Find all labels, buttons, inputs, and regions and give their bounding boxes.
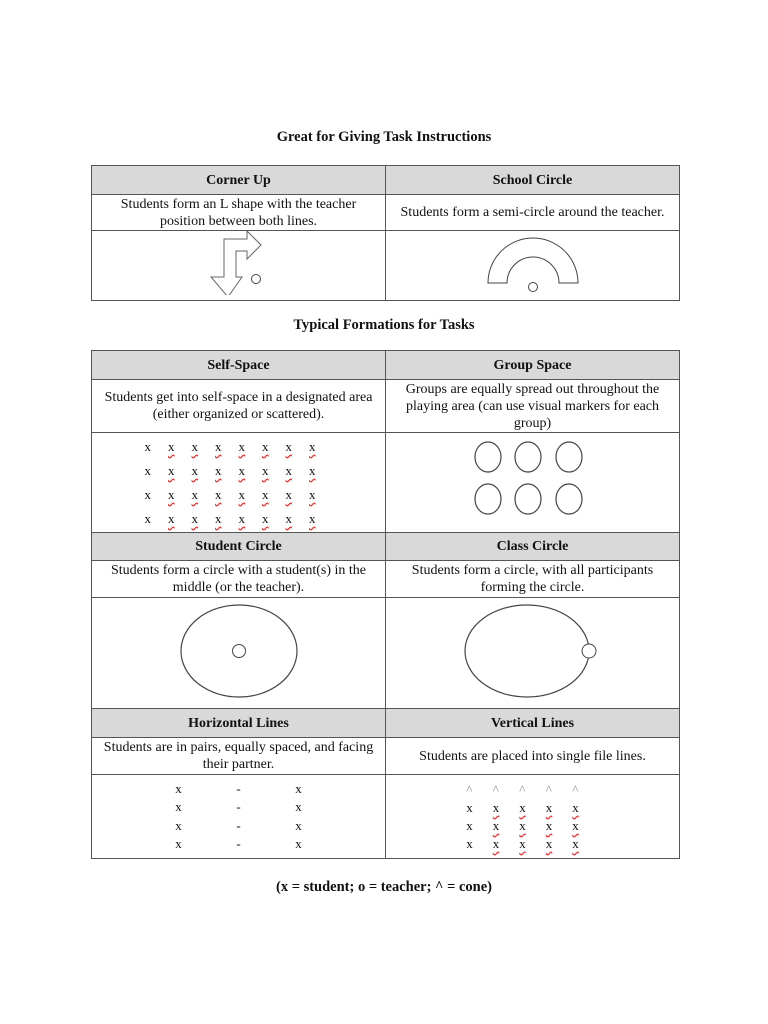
horizontal-line-marker: x	[175, 799, 182, 814]
semi-circle-icon	[483, 231, 583, 295]
self-space-marker: x	[285, 486, 292, 502]
desc-horizontal-lines: Students are in pairs, equally spaced, and facing their partner.	[92, 738, 386, 775]
section-title-task-instructions: Great for Giving Task Instructions	[276, 129, 492, 145]
task-instructions-table	[91, 165, 680, 301]
vertical-line-marker: x	[572, 817, 579, 833]
horizontal-line-row	[149, 835, 329, 854]
horizontal-line-marker: x	[295, 799, 302, 814]
vertical-line-marker: x	[572, 835, 579, 851]
diagram-group-space	[386, 433, 680, 533]
self-space-marker: x	[238, 510, 245, 526]
circle-with-center-icon	[177, 601, 301, 701]
self-space-marker: x	[168, 438, 175, 454]
self-space-row	[145, 459, 333, 483]
diagram-student-circle	[92, 598, 386, 709]
header-vertical-lines: Vertical Lines	[386, 709, 680, 738]
horizontal-lines-grid	[149, 780, 329, 854]
vertical-line-marker: x	[492, 799, 500, 815]
diagram-vertical-lines	[386, 775, 680, 859]
self-space-marker: x	[144, 462, 151, 478]
self-space-marker: x	[215, 438, 222, 454]
diagram-school-circle	[386, 231, 680, 301]
self-space-marker: x	[309, 462, 316, 478]
self-space-marker: x	[285, 462, 292, 478]
self-space-grid	[145, 435, 333, 531]
vertical-line-row	[466, 799, 599, 817]
self-space-marker: x	[309, 486, 316, 502]
horizontal-line-marker: -	[236, 780, 241, 796]
formations-table	[91, 350, 680, 859]
self-space-marker: x	[191, 462, 198, 478]
vertical-line-marker: x	[492, 835, 500, 851]
header-self-space: Self-Space	[92, 351, 386, 380]
vertical-line-marker: x	[572, 799, 579, 815]
horizontal-line-marker: x	[295, 817, 302, 833]
self-space-row	[145, 483, 333, 507]
header-horizontal-lines: Horizontal Lines	[92, 709, 386, 738]
self-space-marker: x	[285, 438, 292, 454]
header-class-circle: Class Circle	[386, 533, 680, 561]
self-space-marker: x	[191, 438, 198, 454]
vertical-line-marker: x	[545, 835, 553, 851]
header-corner-up: Corner Up	[92, 166, 386, 195]
diagram-class-circle	[386, 598, 680, 709]
vertical-line-row	[466, 817, 599, 835]
self-space-marker: x	[215, 510, 222, 526]
vertical-line-marker: x	[545, 799, 553, 815]
self-space-marker: x	[215, 486, 222, 502]
cone-marker: ^	[492, 781, 499, 797]
self-space-marker: x	[309, 510, 316, 526]
desc-student-circle: Students form a circle with a student(s) in the middle (or the teacher).	[92, 561, 386, 598]
self-space-marker: x	[238, 486, 245, 502]
vertical-line-marker: x	[519, 799, 526, 815]
self-space-marker: x	[262, 462, 269, 478]
self-space-marker: x	[262, 486, 269, 502]
vertical-line-marker: x	[519, 817, 526, 833]
vertical-line-marker: x	[466, 817, 473, 833]
self-space-marker: x	[168, 462, 175, 478]
horizontal-line-marker: x	[175, 836, 182, 851]
self-space-marker: x	[215, 462, 222, 478]
horizontal-line-marker: x	[295, 836, 302, 851]
self-space-marker: x	[168, 486, 175, 502]
cone-marker: ^	[572, 781, 579, 797]
horizontal-line-marker: x	[175, 817, 182, 833]
desc-self-space: Students get into self-space in a designated area (either organized or scattered).	[92, 380, 386, 433]
section-title-typical-formations: Typical Formations for Tasks	[293, 317, 475, 333]
horizontal-line-row	[149, 798, 329, 817]
vertical-line-marker: x	[519, 835, 526, 851]
header-group-space: Group Space	[386, 351, 680, 380]
self-space-marker: x	[238, 462, 245, 478]
horizontal-line-marker: -	[236, 836, 241, 851]
header-student-circle: Student Circle	[92, 533, 386, 561]
header-school-circle: School Circle	[386, 166, 680, 195]
legend: (x = student; o = teacher; ^ = cone)	[275, 879, 493, 895]
cone-marker: ^	[545, 781, 552, 797]
horizontal-line-row	[149, 817, 329, 836]
horizontal-line-marker: x	[175, 780, 182, 796]
diagram-corner-up	[92, 231, 386, 301]
cone-marker: ^	[519, 781, 526, 797]
self-space-marker: x	[191, 510, 198, 526]
vertical-line-marker: x	[466, 799, 473, 815]
desc-group-space: Groups are equally spread out throughout the playing area (can use visual markers for each group)	[386, 380, 680, 433]
self-space-marker: x	[168, 510, 175, 526]
vertical-line-marker: x	[466, 835, 473, 851]
self-space-row	[145, 507, 333, 531]
diagram-horizontal-lines	[92, 775, 386, 859]
desc-vertical-lines: Students are placed into single file lines.	[386, 738, 680, 775]
desc-class-circle: Students form a circle, with all participants forming the circle.	[386, 561, 680, 598]
self-space-marker: x	[262, 510, 269, 526]
l-shape-arrow-icon	[199, 231, 279, 295]
self-space-marker: x	[285, 510, 292, 526]
horizontal-line-marker: x	[295, 780, 302, 796]
self-space-row	[145, 435, 333, 459]
horizontal-line-marker: -	[236, 817, 241, 833]
desc-corner-up: Students form an L shape with the teacher position between both lines.	[92, 195, 386, 231]
self-space-marker: x	[144, 486, 151, 502]
self-space-marker: x	[238, 438, 245, 454]
group-circles-icon	[473, 435, 593, 525]
self-space-marker: x	[309, 438, 316, 454]
vertical-line-marker: x	[545, 817, 553, 833]
cone-marker: ^	[466, 781, 473, 797]
class-circle-icon	[463, 601, 603, 701]
cone-row	[466, 781, 599, 799]
self-space-marker: x	[191, 486, 198, 502]
self-space-marker: x	[144, 438, 151, 454]
vertical-line-row	[466, 835, 599, 853]
desc-school-circle: Students form a semi-circle around the teacher.	[386, 195, 680, 231]
self-space-marker: x	[262, 438, 269, 454]
horizontal-line-marker: -	[236, 799, 241, 814]
vertical-line-marker: x	[492, 817, 500, 833]
vertical-lines-grid	[466, 781, 599, 853]
horizontal-line-row	[149, 780, 329, 799]
diagram-self-space	[92, 433, 386, 533]
self-space-marker: x	[144, 510, 151, 526]
